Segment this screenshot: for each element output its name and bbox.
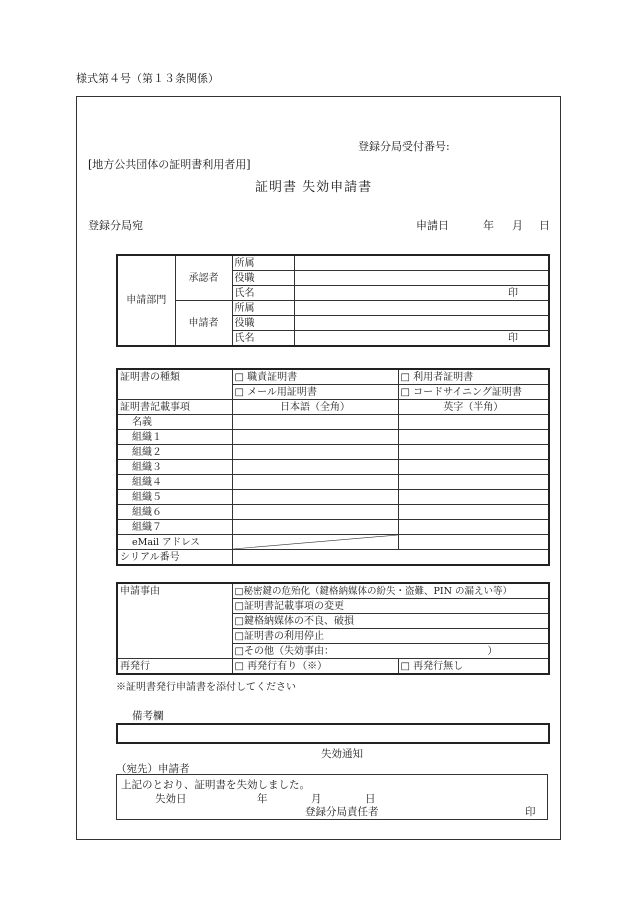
email-jp-field-disabled [232,535,398,550]
approver-label: 承認者 [175,255,232,301]
approver-position-label: 役職 [232,271,294,286]
org5-en-field[interactable] [398,490,549,505]
japanese-header: 日本語（全角） [232,400,398,415]
reissue-note: ※証明書発行申請書を添付してください [116,682,296,693]
serial-field[interactable] [232,550,549,566]
diagonal-strike [233,535,398,549]
approver-position-field[interactable] [294,271,549,286]
approver-affiliation-label: 所属 [232,255,294,271]
certificate-type-label: 証明書の種類 [117,369,232,400]
approver-affiliation-field[interactable] [294,255,549,271]
org6-jp-field[interactable] [232,505,398,520]
reason-table [116,582,550,675]
org6-en-field[interactable] [398,505,549,520]
date-month: 月 [512,219,523,232]
applicant-position-field[interactable] [294,316,549,331]
row-label-org3: 組織３ [117,460,232,475]
english-header: 英字（半角） [398,400,549,415]
reissue-yes-checkbox[interactable]: □ 再発行有り（※） [232,659,398,675]
org7-en-field[interactable] [398,520,549,535]
department-label: 申請部門 [117,255,175,346]
reason-defect-checkbox[interactable]: □鍵格納媒体の不良、破損 [232,614,549,629]
row-label-org7: 組織７ [117,520,232,535]
type-checkbox-mail-cert[interactable]: □ メール用証明書 [232,385,398,400]
org2-jp-field[interactable] [232,445,398,460]
email-en-field[interactable] [398,535,549,550]
reason-other-checkbox[interactable] [232,644,549,659]
org3-en-field[interactable] [398,460,549,475]
notice-title: 失効通知 [321,748,363,760]
notice-box [116,774,548,820]
reason-suspend-checkbox[interactable]: □証明書の利用停止 [232,629,549,644]
org4-jp-field[interactable] [232,475,398,490]
serial-label: シリアル番号 [117,550,232,566]
org3-jp-field[interactable] [232,460,398,475]
remarks-label: 備考欄 [132,710,164,722]
receipt-number-label: 登録分局受付番号: [358,140,450,153]
approver-seal: 印 [508,287,518,299]
type-checkbox-code-signing-cert[interactable]: □ コードサイニング証明書 [398,385,549,400]
target-label: [地方公共団体の証明書利用者用] [88,158,251,171]
org1-en-field[interactable] [398,430,549,445]
form-number: 様式第４号（第１３条関係） [76,72,219,85]
revoke-date-label: 失効日 [155,793,187,805]
reason-change-checkbox[interactable]: □証明書記載事項の変更 [232,599,549,614]
row-label-org2: 組織２ [117,445,232,460]
applicant-name-field[interactable] [294,331,549,347]
addressee: 登録分局宛 [88,219,143,232]
row-label-email: eMail アドレス [117,535,232,550]
certificate-table [116,368,550,566]
revoke-year: 年 [257,793,268,805]
approver-name-field[interactable] [294,286,549,301]
notice-addressee: （宛先）申請者 [116,763,190,775]
reason-compromise-checkbox[interactable]: □秘密鍵の危殆化（鍵格納媒体の紛失・盗難、PIN の漏えい等） [232,583,549,599]
reason-other-close: ） [487,645,498,657]
org5-jp-field[interactable] [232,490,398,505]
notice-message: 上記のとおり、証明書を失効しました。 [121,779,310,791]
applicant-affiliation-field[interactable] [294,301,549,316]
remarks-field[interactable] [116,723,550,744]
applicant-label: 申請者 [175,301,232,347]
row-label-org1: 組織１ [117,430,232,445]
row-label-org5: 組織５ [117,490,232,505]
row-label-org6: 組織６ [117,505,232,520]
org7-jp-field[interactable] [232,520,398,535]
org2-en-field[interactable] [398,445,549,460]
reissue-no-checkbox[interactable]: □ 再発行無し [398,659,549,675]
date-year: 年 [483,219,494,232]
row-label-org4: 組織４ [117,475,232,490]
items-label: 証明書記載事項 [117,400,232,415]
date-day: 日 [539,219,550,232]
reissue-label: 再発行 [117,659,232,675]
revoke-day: 日 [365,793,376,805]
revoke-month: 月 [311,793,322,805]
row-label-name: 名義 [117,415,232,430]
applicant-affiliation-label: 所属 [232,301,294,316]
applicant-table [116,254,550,347]
applicant-position-label: 役職 [232,316,294,331]
applicant-seal: 印 [508,332,518,344]
org1-jp-field[interactable] [232,430,398,445]
page-title: 証明書 失効申請書 [255,180,373,195]
officer-label: 登録分局責任者 [305,806,379,818]
type-checkbox-position-cert[interactable]: □ 職責証明書 [232,369,398,385]
applicant-name-label: 氏名 [232,331,294,347]
name-en-field[interactable] [398,415,549,430]
reason-label: 申請事由 [117,583,232,659]
name-jp-field[interactable] [232,415,398,430]
type-checkbox-user-cert[interactable]: □ 利用者証明書 [398,369,549,385]
reason-other-label: □その他（失効事由： [234,645,334,657]
officer-seal: 印 [525,806,536,818]
org4-en-field[interactable] [398,475,549,490]
approver-name-label: 氏名 [232,286,294,301]
date-label: 申請日 [416,219,449,232]
